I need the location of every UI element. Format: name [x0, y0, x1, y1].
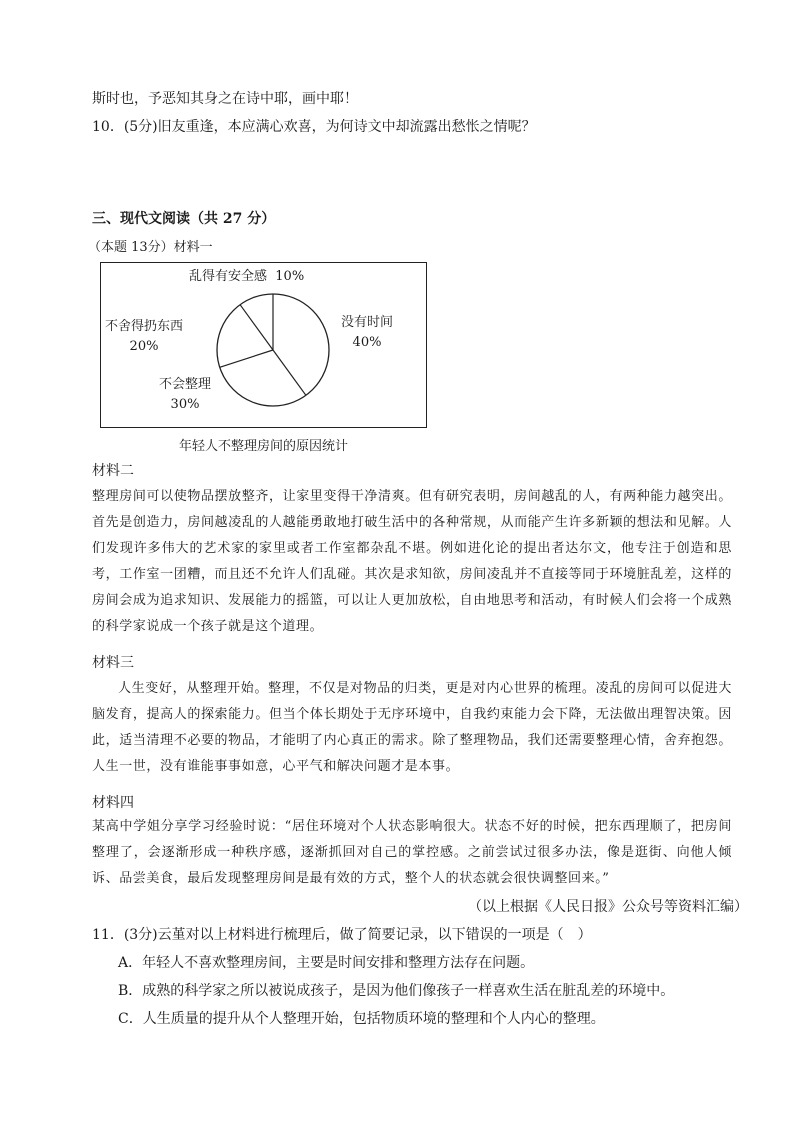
pie-chart-frame — [100, 262, 427, 428]
material-3-header: 材料三 — [92, 655, 134, 671]
material-2-paragraph: 整理房间可以使物品摆放整齐，让家里变得干净清爽。但有研究表明，房间越乱的人，有两种能力越突出。首先是创造力，房间越凌乱的人越能勇敢地打破生活中的各种常规，从而能产生许多新颖的想法和见解。人们发现许多伟大的艺术家的家里或者工作室都杂乱不堪。例如进化论的提出者达尔文，他专注于创造和思考，工作室一团糟，而且还不允许人们乱碰。其次是求知欲，房间凌乱并不直接等同于环境脏乱差，这样的房间会成为追求知识、发展能力的摇篮，可以让人更加放松，自由地思考和活动，有时候人们会将一个成熟的科学家说成一个孩子就是这个道理。 — [92, 489, 732, 634]
material-3-paragraph: 人生变好，从整理开始。整理，不仅是对物品的归类，更是对内心世界的梳理。凌乱的房间可以促进大脑发育，提高人的探索能力。但当个体长期处于无序环境中，自我约束能力会下降，无法做出理智决策。因此，适当清理不必要的物品，才能明了内心真正的需求。除了整理物品，我们还需要整理心情，舍弃抱怨。人生一世，没有谁能事事如意，心平气和解决问题才是本事。 — [92, 681, 732, 774]
material-2-header: 材料二 — [92, 463, 134, 479]
question-11: 11．(3分)云堇对以上材料进行梳理后，做了简要记录，以下错误的一项是（ ） — [92, 927, 592, 943]
section-3-title: 三、现代文阅读（共 27 分） — [92, 211, 276, 227]
option-a: A．年轻人不喜欢整理房间，主要是时间安排和整理方法存在问题。 — [118, 955, 535, 971]
material-3-text — [92, 676, 732, 780]
option-b: B．成熟的科学家之所以被说成孩子，是因为他们像孩子一样喜欢生活在脏乱差的环境中。 — [118, 983, 675, 999]
slice-label-dont-know-how: 不会整理 30% — [159, 377, 212, 412]
slice-label-sense-of-security: 乱得有安全感 10% — [189, 269, 305, 284]
pie-slice-boundary-dont-know-how — [220, 350, 273, 367]
material-2-text — [92, 484, 732, 640]
question-10: 10．(5分)旧友重逢，本应满心欢喜，为何诗文中却流露出愁怅之情呢？ — [92, 119, 536, 135]
material-4-header: 材料四 — [92, 795, 134, 811]
material-4-text — [92, 814, 732, 892]
option-c: C．人生质量的提升从个人整理开始，包括物质环境的整理和个人内心的整理。 — [118, 1011, 605, 1027]
slice-label-no-time: 没有时间 40% — [341, 315, 394, 350]
pie-slice-boundary-reluctant-to-discard — [240, 305, 273, 350]
pie-slice-boundary-no-time — [273, 350, 306, 395]
material-1-header: （本题 13分）材料一 — [88, 240, 213, 255]
chart-caption: 年轻人不整理房间的原因统计 — [178, 439, 348, 454]
poem-last-line: 斯时也，予恶知其身之在诗中耶，画中耶！ — [92, 91, 358, 107]
source-note: （以上根据《人民日报》公众号等资料汇编） — [468, 899, 748, 915]
slice-label-reluctant-to-discard: 不舍得扔东西 20% — [105, 319, 184, 354]
material-4-paragraph: 某高中学姐分享学习经验时说：“居住环境对个人状态影响很大。状态不好的时候，把东西理顺了，把房间整理了，会逐渐形成一种秩序感，逐渐抓回对自己的掌控感。之前尝试过很多办法，像是逛街、向他人倾诉、品尝美食，最后发现整理房间是最有效的方式，整个人的状态就会很快调整回来。” — [92, 819, 732, 886]
